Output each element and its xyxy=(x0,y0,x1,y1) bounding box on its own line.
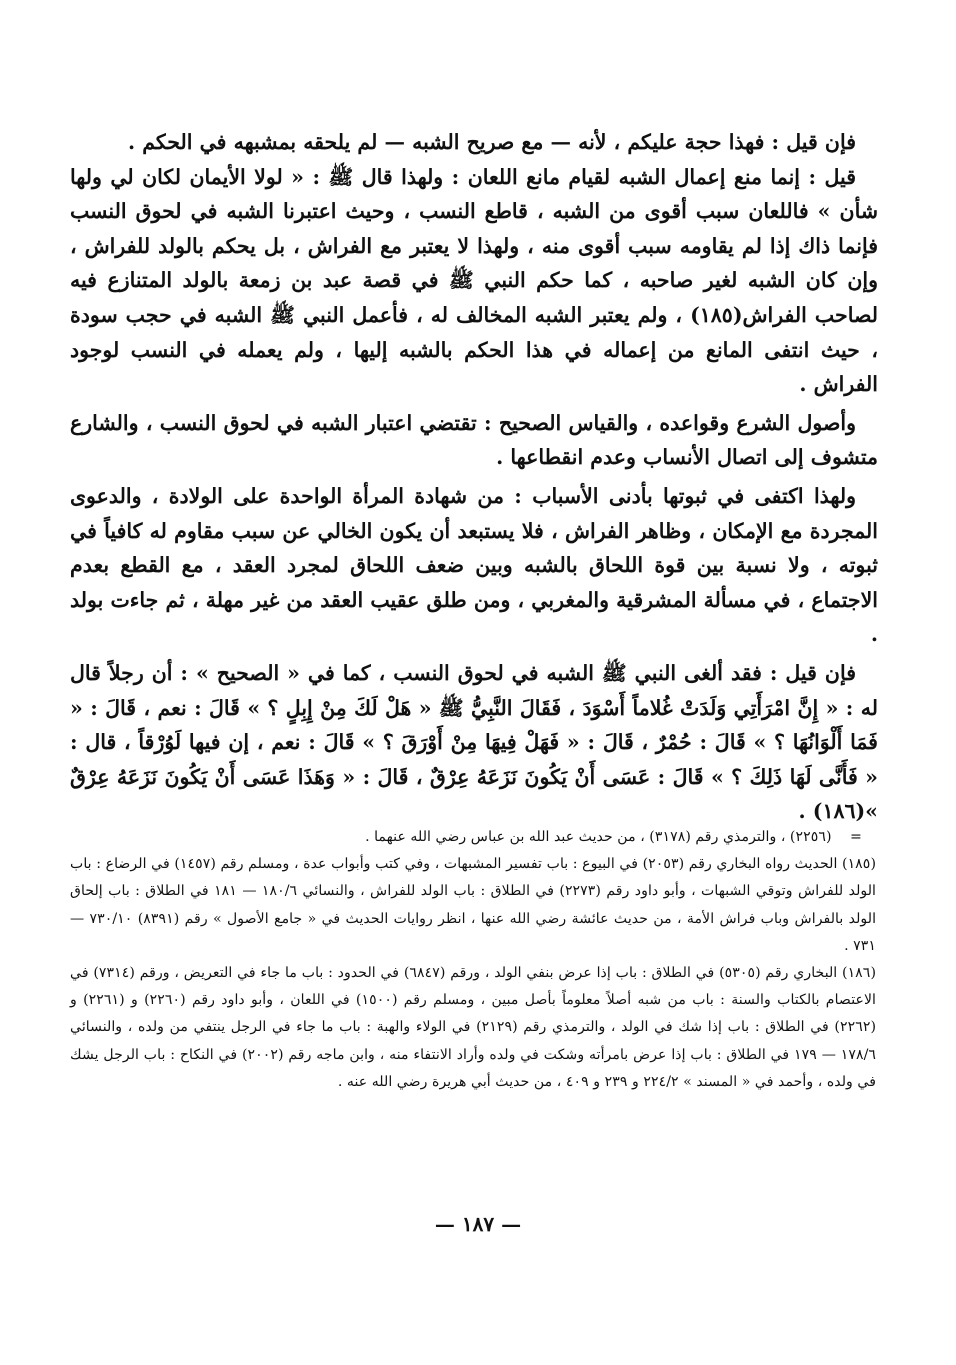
footnote-continuation xyxy=(70,824,876,851)
footnotes xyxy=(70,824,876,1096)
paragraph-reply-1: قيل : إنما منع إعمال الشبه لقيام مانع اللعان : ولهذا قال ﷺ : « لولا الأيمان لكان لي ولها شأن » فاللعان سبب أقوى من الشبه ، قاطع النسب ، وحيث اعتبرنا الشبه في لحوق النسب فإنما ذاك إذا لم يقاومه سبب أقوى منه ، ولهذا لا يعتبر مع الفراش ، بل يحكم بالولد للفراش ، وإن كان الشبه لغير صاحبه ، كما حكم النبي ﷺ في قصة عبد بن زمعة بالولد المتنازع فيه لصاحب الفراش(١٨٥) ، ولم يعتبر الشبه المخالف له ، فأعمل النبي ﷺ الشبه في حجب سودة ، حيث انتفى المانع من إعماله في هذا الحكم بالشبه إليها ، ولم يعمله في النسب لوجود الفراش . xyxy=(70,164,878,397)
footnote-186: (١٨٦) البخاري رقم (٥٣٠٥) في الطلاق : باب إذا عرض بنفي الولد ، ورقم (٦٨٤٧) في الحدود : باب ما جاء في التعريض ، ورقم (٧٣١٤) في الاعتصام بالكتاب والسنة : باب من شبه أصلاً معلوماً بأصل مبين ، ومسلم رقم (١٥٠٠) في اللعان ، وأبو داود رقم (٢٢٦٠) و (٢٢٦١) و (٢٢٦٢) في الطلاق : باب إذا شك في الولد ، والترمذي رقم (٢١٢٩) في الولاء والهبة : باب ما جاء في الرجل ينتفي من ولده ، والنسائي ١٧٨/٦ — ١٧٩ في الطلاق : باب إذا عرض بامرأته وشكت في ولده وأراد الانتفاء منه ، وابن ماجه رقم (٢٠٠٢) في النكاح : باب الرجل يشك في ولده ، وأحمد في « المسند » ٢٢٤/٢ و ٢٣٩ و ٤٠٩ ، من حديث أبي هريرة رضي الله عنه . xyxy=(70,965,877,1090)
continuation-mark: = xyxy=(850,829,862,845)
footnote-continuation-text: (٢٢٥٦) ، والترمذي رقم (٣١٧٨) ، من حديث عبد الله بن عباس رضي الله عنهما . xyxy=(365,829,832,845)
paragraph-objection-2: فإن قيل : فقد ألغى النبي ﷺ الشبه في لحوق النسب ، كما في « الصحيح » : أن رجلاً قال له : « إِنَّ امْرَأَتِي وَلَدَتْ غُلاماً أَسْوَدَ ، فَقَالَ النَّبِيُّ ﷺ « هَلْ لَكَ مِنْ إِبِلٍ ؟ » قَالَ : نعم ، قَالَ : « فَمَا أَلْوَانُهَا ؟ » قَالَ : حُمْرٌ ، قَالَ : « فَهَلْ فِيهَا مِنْ أَوْرَقَ ؟ » قَالَ : نعم ، إن فيها لَوُرْقاً ، قال : « فَأَنَّى لَهَا ذَلِكَ ؟ » قَالَ : عَسَى أَنْ يَكُونَ نَزَعَهُ عِرْقٌ ، قَالَ : « وَهَذَا عَسَى أَنْ يَكُونَ نَزَعَهُ عِرْقٌ »(١٨٦) . xyxy=(70,660,878,824)
page-number: — ١٨٧ — xyxy=(434,1212,522,1236)
paragraph-principles: وأصول الشرع وقواعده ، والقياس الصحيح : تقتضي اعتبار الشبه في لحوق النسب ، والشارع متشوف إلى اتصال الأنساب وعدم انقطاعها . xyxy=(70,410,878,470)
paragraph-proof-means: ولهذا اكتفى في ثبوتها بأدنى الأسباب : من شهادة المرأة الواحدة على الولادة ، والدعوى المجردة مع الإمكان ، وظاهر الفراش ، فلا يستبعد أن يكون الخالي عن سبب مقاوم له كافياً في ثبوته ، ولا نسبة بين قوة اللحاق بالشبه وبين ضعف اللحاق لمجرد العقد ، مع القطع بعدم الاجتماع ، في مسألة المشرقية والمغربي ، ومن طلق عقيب العقد من غير مهلة ، ثم جاءت بولد . xyxy=(70,483,878,647)
paragraph-objection-1: فإن قيل : فهذا حجة عليكم ، لأنه — مع صريح الشبه — لم يلحقه بمشبهه في الحكم . xyxy=(128,130,856,154)
footnote-185: (١٨٥) الحديث رواه البخاري رقم (٢٠٥٣) في البيوع : باب تفسير المشبهات ، وفي كتب وأبواب عدة ، ومسلم رقم (١٤٥٧) في الرضاع : باب الولد للفراش وتوقي الشبهات ، وأبو داود رقم (٢٢٧٣) في الطلاق : باب الولد للفراش ، والنسائي ١٨٠/٦ — ١٨١ في الطلاق : باب إلحاق الولد بالفراش وباب فراش الأمة ، من حديث عائشة رضي الله عنها ، انظر روايات الحديث في « جامع الأصول » رقم (٨٣٩١) ٧٣٠/١٠ — ٧٣١ . xyxy=(70,856,877,954)
main-text xyxy=(70,125,878,829)
